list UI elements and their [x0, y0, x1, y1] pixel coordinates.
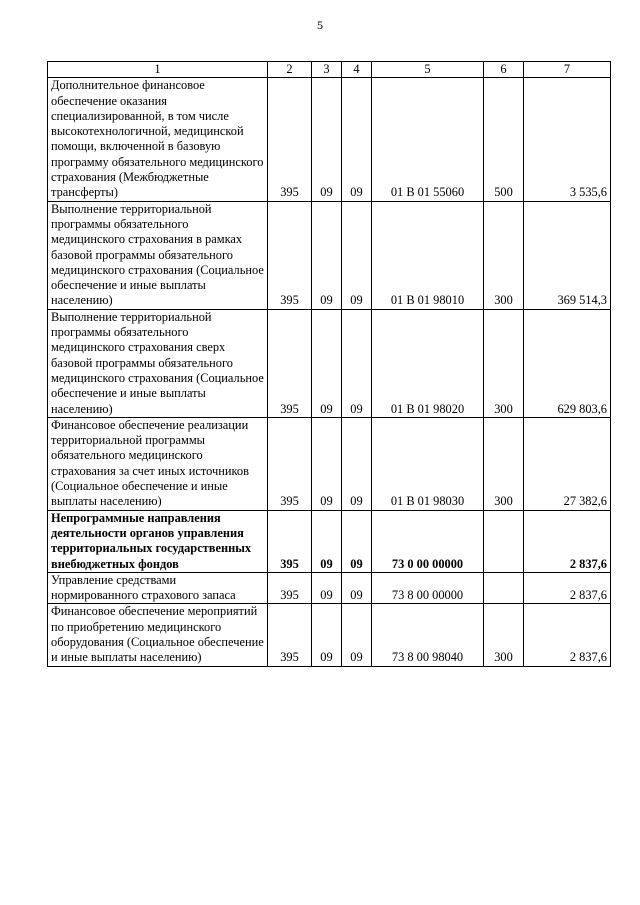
- row-target-item: 73 0 00 00000: [372, 510, 484, 572]
- row-admin-code: 395: [268, 309, 312, 417]
- header-col-5: 5: [372, 62, 484, 78]
- row-target-item: 73 8 00 00000: [372, 572, 484, 604]
- row-name: Управление средствами нормированного страхового запаса: [48, 572, 268, 604]
- row-amount: 27 382,6: [524, 417, 611, 510]
- row-expense-type: 300: [484, 604, 524, 666]
- row-section: 09: [312, 417, 342, 510]
- row-name: Дополнительное финансовое обеспечение оказания специализированной, в том числе высокотехнологичной, медицинской помощи, включенной в базовую программу обязательного медицинского страхования (Межбюджетные трансферты): [48, 78, 268, 201]
- row-name: Выполнение территориальной программы обязательного медицинского страхования сверх базовой программы обязательного медицинского страхования (Социальное обеспечение и иные выплаты населению): [48, 309, 268, 417]
- row-subsection: 09: [342, 604, 372, 666]
- row-expense-type: 300: [484, 417, 524, 510]
- row-section: 09: [312, 78, 342, 201]
- table-row: [48, 417, 611, 510]
- header-col-1: 1: [48, 62, 268, 78]
- row-name: Непрограммные направления деятельности органов управления территориальных государственных внебюджетных фондов: [48, 510, 268, 572]
- header-col-4: 4: [342, 62, 372, 78]
- header-col-7: 7: [524, 62, 611, 78]
- table-row: [48, 78, 611, 201]
- row-admin-code: 395: [268, 201, 312, 309]
- row-subsection: 09: [342, 417, 372, 510]
- header-col-6: 6: [484, 62, 524, 78]
- row-admin-code: 395: [268, 510, 312, 572]
- header-col-2: 2: [268, 62, 312, 78]
- row-amount: 629 803,6: [524, 309, 611, 417]
- row-subsection: 09: [342, 510, 372, 572]
- row-subsection: 09: [342, 201, 372, 309]
- row-expense-type: [484, 510, 524, 572]
- row-target-item: 01 В 01 98030: [372, 417, 484, 510]
- row-name: Выполнение территориальной программы обязательного медицинского страхования в рамках базовой программы обязательного медицинского страхования (Социальное обеспечение и иные выплаты населению): [48, 201, 268, 309]
- row-name: Финансовое обеспечение мероприятий по приобретению медицинского оборудования (Социальное обеспечение и иные выплаты населению): [48, 604, 268, 666]
- row-target-item: 73 8 00 98040: [372, 604, 484, 666]
- table-row: [48, 604, 611, 666]
- row-subsection: 09: [342, 78, 372, 201]
- row-subsection: 09: [342, 572, 372, 604]
- row-admin-code: 395: [268, 417, 312, 510]
- budget-table: [47, 61, 611, 667]
- row-target-item: 01 В 01 55060: [372, 78, 484, 201]
- table-row: [48, 572, 611, 604]
- row-admin-code: 395: [268, 572, 312, 604]
- table-row: [48, 309, 611, 417]
- row-expense-type: 300: [484, 201, 524, 309]
- page-number: 5: [317, 18, 323, 32]
- row-section: 09: [312, 604, 342, 666]
- row-expense-type: [484, 572, 524, 604]
- row-section: 09: [312, 201, 342, 309]
- row-amount: 3 535,6: [524, 78, 611, 201]
- row-amount: 2 837,6: [524, 510, 611, 572]
- row-amount: 369 514,3: [524, 201, 611, 309]
- row-section: 09: [312, 572, 342, 604]
- row-admin-code: 395: [268, 604, 312, 666]
- table-row: [48, 201, 611, 309]
- row-admin-code: 395: [268, 78, 312, 201]
- header-col-3: 3: [312, 62, 342, 78]
- row-target-item: 01 В 01 98020: [372, 309, 484, 417]
- row-name: Финансовое обеспечение реализации территориальной программы обязательного медицинского страхования за счет иных источников (Социальное обеспечение и иные выплаты населению): [48, 417, 268, 510]
- row-expense-type: 500: [484, 78, 524, 201]
- row-amount: 2 837,6: [524, 604, 611, 666]
- row-section: 09: [312, 510, 342, 572]
- row-target-item: 01 В 01 98010: [372, 201, 484, 309]
- row-amount: 2 837,6: [524, 572, 611, 604]
- row-section: 09: [312, 309, 342, 417]
- row-expense-type: 300: [484, 309, 524, 417]
- row-subsection: 09: [342, 309, 372, 417]
- header-row: [48, 62, 611, 78]
- table-row: [48, 510, 611, 572]
